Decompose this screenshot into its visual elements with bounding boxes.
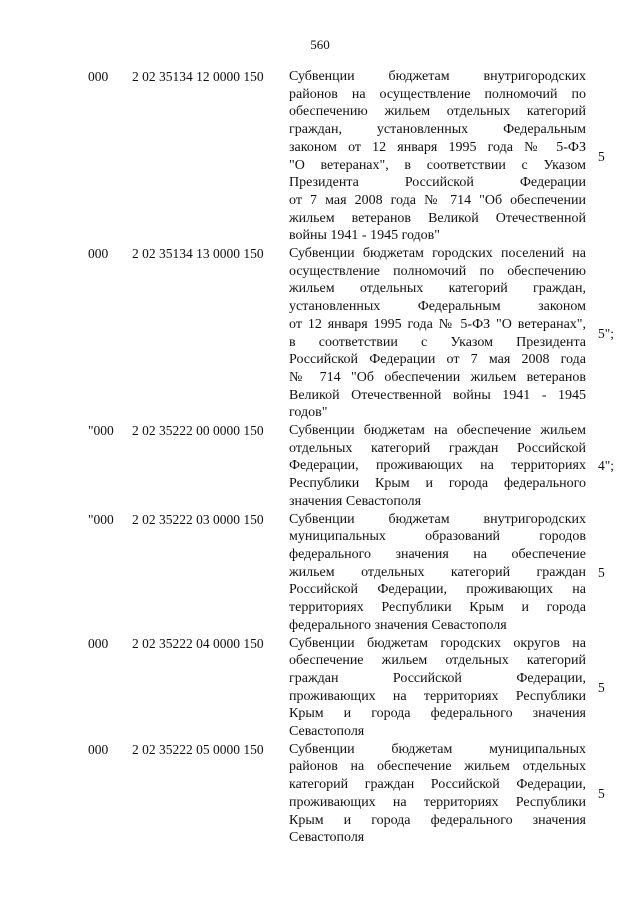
admin-code: 000 (88, 741, 109, 757)
table-row (0, 511, 640, 635)
description-line: от 12 января 1995 года № 5-ФЗ "О ветеранах", (289, 316, 586, 332)
description-line: установленных Федеральным законом (289, 299, 586, 315)
budget-classification-code: 2 02 35222 05 0000 150 (132, 741, 264, 757)
income-description (289, 635, 586, 741)
description-line: Субвенции бюджетам муниципальных (289, 741, 586, 757)
description-line: значения Севастополя (289, 493, 422, 509)
table-row (0, 245, 640, 422)
description-line: Российской Федерации, проживающих на (289, 582, 586, 598)
description-line: обеспечению жильем отдельных категорий (289, 104, 586, 120)
income-description (289, 68, 586, 245)
budget-classification-code: 2 02 35134 13 0000 150 (132, 246, 264, 262)
description-line: Субвенции бюджетам городских округов на (289, 635, 586, 651)
description-line: Севастополя (289, 830, 365, 846)
income-description (289, 511, 586, 635)
description-line: граждан Российской Федерации, (289, 670, 586, 686)
amount-value: 5 (598, 564, 605, 580)
admin-code: 000 (88, 246, 109, 262)
income-description (289, 245, 586, 422)
description-line: Крым и города федерального значения (289, 706, 586, 722)
description-line: Субвенции бюджетам на обеспечение жильем (289, 423, 586, 439)
description-line: Президента Российской Федерации (289, 175, 586, 191)
description-line: Субвенции бюджетам городских поселений на (289, 246, 586, 262)
admin-code: 000 (88, 635, 109, 651)
description-line: Крым и города федерального значения (289, 812, 586, 828)
table-row (0, 68, 640, 245)
budget-classification-code: 2 02 35222 04 0000 150 (132, 635, 264, 651)
description-line: районов на осуществление полномочий по (289, 86, 586, 102)
description-line: осуществление полномочий по обеспечению (289, 263, 586, 279)
description-line: жильем ветеранов Великой Отечественной (289, 210, 586, 226)
description-line: Федерации, проживающих на территориях (289, 458, 586, 474)
description-line: Севастополя (289, 724, 365, 740)
description-line: проживающих на территориях Республики (289, 688, 586, 704)
income-description (289, 741, 586, 847)
amount-value: 5 (598, 148, 605, 164)
description-line: Великой Отечественной войны 1941 - 1945 (289, 387, 586, 403)
description-line: районов на обеспечение жильем отдельных (289, 759, 586, 775)
description-line: Республики Крым и города федерального (289, 476, 586, 492)
admin-code: 000 (88, 69, 109, 84)
table-row (0, 635, 640, 741)
description-line: отдельных категорий граждан Российской (289, 440, 586, 456)
admin-code: "000 (88, 511, 114, 527)
description-line: территориях Республики Крым и города (289, 600, 586, 616)
page-number: 560 (310, 37, 330, 52)
description-line: № 714 "Об обеспечении жильем ветеранов (289, 369, 586, 385)
budget-classification-code: 2 02 35222 03 0000 150 (132, 511, 264, 527)
description-line: в соответствии с Указом Президента (289, 334, 586, 350)
description-line: законом от 12 января 1995 года № 5-ФЗ (289, 139, 586, 155)
amount-value: 5 (598, 679, 605, 695)
description-line: Субвенции бюджетам внутригородских (289, 511, 586, 527)
admin-code: "000 (88, 423, 114, 439)
amount-value: 5"; (598, 325, 615, 341)
description-line: Субвенции бюджетам внутригородских (289, 69, 586, 84)
amount-value: 5 (598, 785, 605, 801)
description-line: Российской Федерации от 7 мая 2008 года (289, 352, 586, 368)
table-row (0, 741, 640, 847)
description-line: граждан, установленных Федеральным (289, 122, 586, 138)
description-line: категорий граждан Российской Федерации, (289, 777, 586, 793)
income-description (289, 422, 586, 511)
description-line: жильем отдельных категорий граждан (289, 564, 586, 580)
budget-table (0, 68, 640, 847)
budget-classification-code: 2 02 35222 00 0000 150 (132, 423, 264, 439)
description-line: муниципальных образований городов (289, 529, 586, 545)
table-row (0, 422, 640, 511)
description-line: федерального значения Севастополя (289, 617, 507, 633)
description-line: федерального значения на обеспечение (289, 546, 586, 562)
description-line: жильем отдельных категорий граждан, (289, 281, 586, 297)
description-line: проживающих на территориях Республики (289, 794, 586, 810)
amount-value: 4"; (598, 458, 615, 474)
description-line: годов" (289, 405, 328, 421)
description-line: обеспечение жильем отдельных категорий (289, 653, 586, 669)
description-line: от 7 мая 2008 года № 714 "Об обеспечении (289, 192, 586, 208)
description-line: войны 1941 - 1945 годов" (289, 228, 441, 244)
description-line: "О ветеранах", в соответствии с Указом (289, 157, 586, 173)
budget-classification-code: 2 02 35134 12 0000 150 (132, 69, 264, 84)
